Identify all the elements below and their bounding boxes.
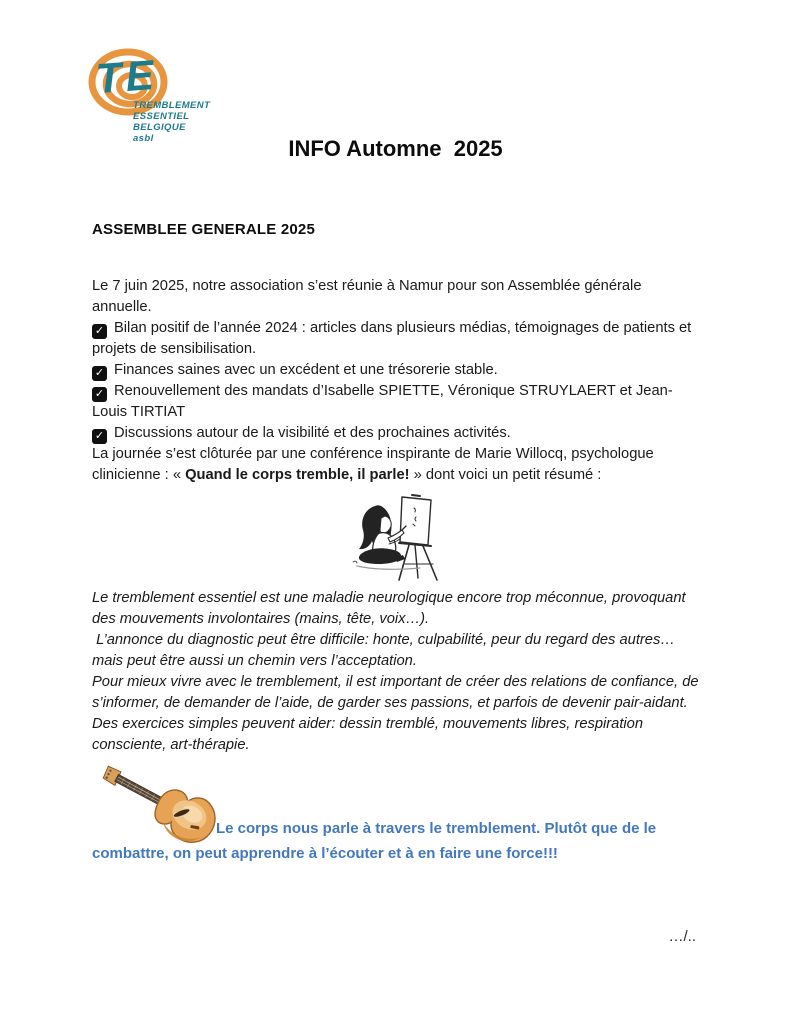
conference-summary (92, 588, 703, 756)
summary-paragraph: Le tremblement essentiel est une maladie neurologique encore trop méconnue, provoquant des mouvements involontaires (mains, tête, voix…). (92, 590, 690, 627)
checked-checkbox-icon: ✓ (92, 366, 107, 381)
conference-text-after: » dont voici un petit résumé : (409, 467, 602, 483)
logo-org-line-4: asbl (133, 133, 154, 144)
checklist-item (92, 381, 703, 423)
checklist-item (92, 318, 703, 360)
conference-quote-bold: Quand le corps tremble, il parle! (185, 467, 410, 483)
checklist-item (92, 423, 703, 444)
document-body (92, 219, 703, 872)
checklist-item-text: Finances saines avec un excédent et une trésorerie stable. (114, 362, 498, 378)
checklist-item-text: Renouvellement des mandats d’Isabelle SPIETTE, Véronique STRUYLAERT et Jean-Louis TIRTIAT (92, 383, 673, 420)
closing-quote-text: Le corps nous parle à travers le tremblement. Plutôt que de le combattre, on peut apprendre à l’écouter et à en faire une force!!! (92, 820, 657, 862)
checklist-item-text: Bilan positif de l’année 2024 : articles dans plusieurs médias, témoignages de patients et projets de sensibilisation. (92, 320, 692, 357)
logo-org-line-1: TREMBLEMENT (133, 100, 211, 111)
conference-paragraph (92, 444, 703, 486)
checked-checkbox-icon: ✓ (92, 387, 107, 402)
document-title: INFO Automne 2025 (288, 136, 503, 161)
logo-acronym: TE (94, 50, 160, 103)
logo-org-line-3: BELGIQUE (133, 122, 186, 133)
checklist-item-text: Discussions autour de la visibilité et des prochaines activités. (114, 425, 511, 441)
intro-paragraph: Le 7 juin 2025, notre association s’est réunie à Namur pour son Assemblée générale annuelle. (92, 278, 642, 315)
closing-quote-row (92, 756, 703, 872)
checked-checkbox-icon: ✓ (92, 429, 107, 444)
conference-text-before: La journée s’est clôturée par une conférence inspirante de Marie Willocq, psychologue clinicienne : « (92, 446, 658, 483)
page-continuation-mark: …/.. (668, 928, 696, 945)
illustration-container (92, 492, 703, 588)
section-heading: ASSEMBLEE GENERALE 2025 (92, 221, 315, 238)
summary-paragraph: Pour mieux vivre avec le tremblement, il est important de créer des relations de confiance, de s’informer, de demander de l’aide, de garder ses passions, et parfois de devenir pair-aidant. Des exercices simples peuvent aider: dessin tremblé, mouvements libres, respiration consciente, art-thérapie. (92, 674, 703, 753)
checklist-item (92, 360, 703, 381)
logo-org-line-2: ESSENTIEL (133, 111, 190, 122)
person-painting-at-easel-illustration (345, 492, 450, 587)
checked-checkbox-icon: ✓ (92, 324, 107, 339)
summary-paragraph: L’annonce du diagnostic peut être difficile: honte, culpabilité, peur du regard des autres… mais peut être aussi un chemin vers l’acceptation. (92, 632, 680, 669)
